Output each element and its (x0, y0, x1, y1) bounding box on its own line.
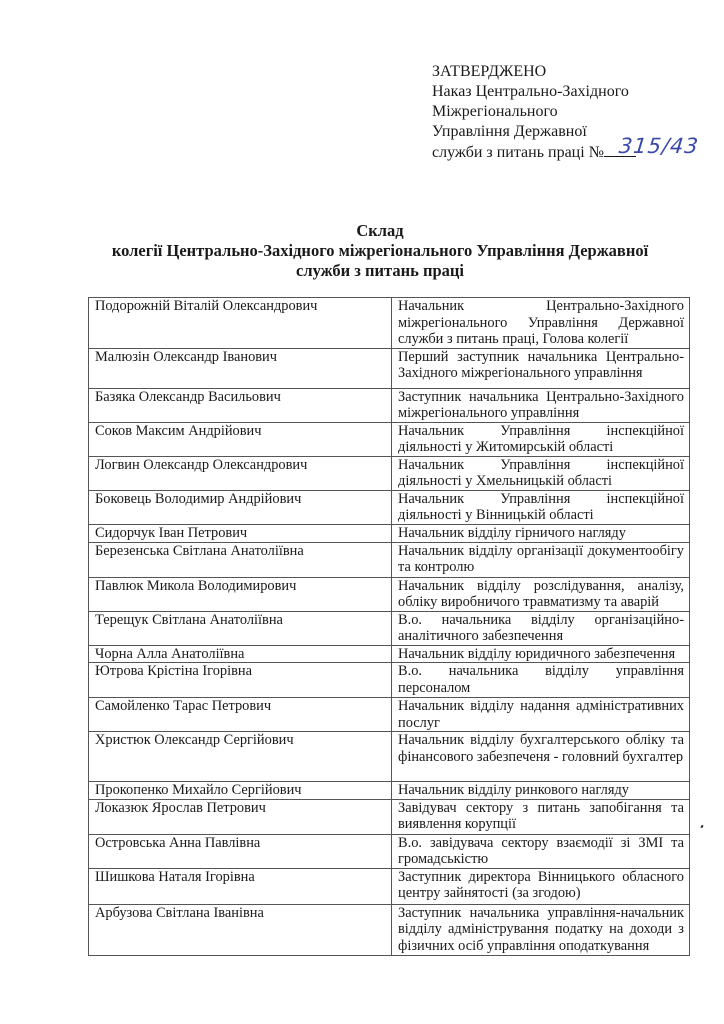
table-row (89, 732, 690, 782)
member-position: Начальник відділу надання адміністративних послуг (392, 698, 690, 732)
member-name: Самойленко Тарас Петрович (89, 698, 392, 732)
member-name: Логвин Олександр Олександрович (89, 456, 392, 490)
members-table (88, 297, 690, 956)
member-position: Начальник Управління інспекційної діяльності у Хмельницькій області (392, 456, 690, 490)
table-row (89, 611, 690, 645)
table-row (89, 298, 690, 349)
member-name: Чорна Алла Анатоліївна (89, 645, 392, 663)
member-name: Ютрова Крістіна Ігорівна (89, 663, 392, 698)
member-position: В.о. начальника відділу організаційно-аналітичного забезпечення (392, 611, 690, 645)
member-position: Заступник директора Вінницького обласного центру зайнятості (за згодою) (392, 868, 690, 904)
approval-line: Наказ Центрально-Західного (432, 83, 629, 100)
approval-stamp (432, 62, 701, 163)
table-row (89, 663, 690, 698)
member-position: Начальник відділу бухгалтерського обліку та фінансового забезпеченя - головний бухгалтер (392, 732, 690, 782)
handwritten-order-number: 315/43 (617, 134, 701, 158)
member-position: В.о. завідувача сектору взаємодії зі ЗМІ та громадськістю (392, 834, 690, 868)
table-row (89, 577, 690, 611)
table-row (89, 348, 690, 388)
table-row (89, 524, 690, 542)
title-line-2: колегії Центрально-Західного міжрегіонального Управління Державної (111, 241, 649, 260)
member-position: Начальник Центрально-Західного міжрегіонального Управління Державної служби з питань праці, Голова колегії (392, 298, 690, 349)
table-row (89, 542, 690, 577)
table-row (89, 868, 690, 904)
member-name: Сидорчук Іван Петрович (89, 524, 392, 542)
document-title (60, 221, 700, 281)
member-position: Начальник Управління інспекційної діяльності у Житомирській області (392, 422, 690, 456)
table-row (89, 904, 690, 955)
member-position: Начальник відділу ринкового нагляду (392, 782, 690, 800)
member-position: Заступник начальника Центрально-Західного міжрегіонального управління (392, 388, 690, 422)
title-line-1: Склад (356, 221, 404, 240)
member-position: Начальник Управління інспекційної діяльності у Вінницькій області (392, 490, 690, 524)
member-position: В.о. начальника відділу управління персоналом (392, 663, 690, 698)
member-name: Соков Максим Андрійович (89, 422, 392, 456)
member-name: Боковець Володимир Андрійович (89, 490, 392, 524)
table-row (89, 698, 690, 732)
title-line-3: служби з питань праці (296, 261, 464, 280)
member-position: Начальник відділу організації документообігу та контролю (392, 542, 690, 577)
approval-heading: ЗАТВЕРДЖЕНО (432, 63, 547, 80)
member-name: Березенська Світлана Анатоліївна (89, 542, 392, 577)
table-row (89, 645, 690, 663)
member-name: Христюк Олександр Сергійович (89, 732, 392, 782)
member-position: Начальник відділу розслідування, аналізу, обліку виробничого травматизму та аварій (392, 577, 690, 611)
order-number-line (432, 134, 701, 163)
member-name: Локазюк Ярослав Петрович (89, 799, 392, 834)
table-row (89, 388, 690, 422)
table-row (89, 834, 690, 868)
member-position: Завідувач сектору з питань запобігання та виявлення корупції (392, 799, 690, 834)
member-name: Павлюк Микола Володимирович (89, 577, 392, 611)
member-position: Перший заступник начальника Центрально-Західного міжрегіонального управління (392, 348, 690, 388)
approval-line: Міжрегіонального (432, 103, 558, 120)
member-position: Начальник відділу юридичного забезпечення (392, 645, 690, 663)
member-name: Терещук Світлана Анатоліївна (89, 611, 392, 645)
table-row (89, 490, 690, 524)
member-name: Малюзін Олександр Іванович (89, 348, 392, 388)
member-position: Начальник відділу гірничого нагляду (392, 524, 690, 542)
member-position: Заступник начальника управління-начальник відділу адміністрування податку на доходи з фізичних осіб управління оподаткування (392, 904, 690, 955)
approval-line: Управління Державної (432, 123, 587, 140)
approval-line: служби з питань праці № (432, 144, 604, 161)
table-row (89, 799, 690, 834)
table-row (89, 422, 690, 456)
member-name: Шишкова Наталя Ігорівна (89, 868, 392, 904)
member-name: Прокопенко Михайло Сергійович (89, 782, 392, 800)
table-row (89, 782, 690, 800)
member-name: Подорожній Віталій Олександрович (89, 298, 392, 349)
member-name: Арбузова Світлана Іванівна (89, 904, 392, 955)
member-name: Базяка Олександр Васильович (89, 388, 392, 422)
scan-artifact-mark (700, 825, 703, 829)
table-row (89, 456, 690, 490)
member-name: Островська Анна Павлівна (89, 834, 392, 868)
